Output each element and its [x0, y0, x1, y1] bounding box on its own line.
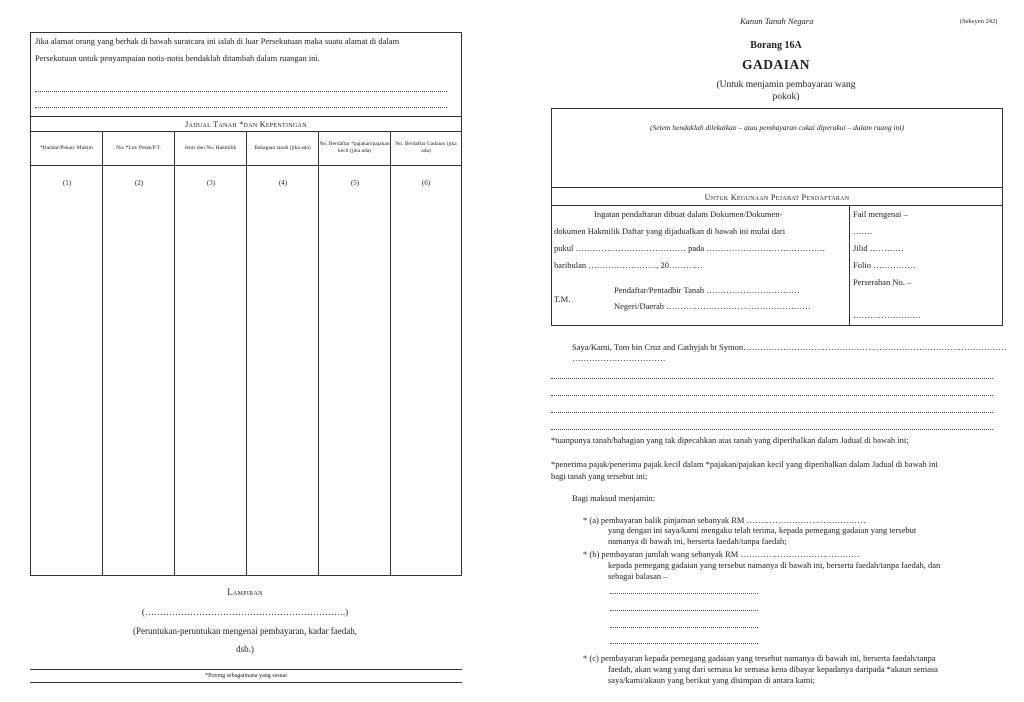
office-title: Untuk Kegunaan Pejabat Pendaftaran — [704, 193, 850, 202]
column-cell-4[interactable] — [247, 165, 319, 575]
owner-note: *tuanpunya tanah/bahagian yang tak dipecahkan atas tanah yang diperihalkan dalam Jadual di bawah ini; — [551, 435, 909, 445]
parties-line[interactable]: Saya/Kami, Tom bin Cruz and Cathyjah bt Symon………………………………………………………………………………… — [572, 342, 1007, 352]
column-header-hakmilik: Jenis dan No. Hakmilik — [175, 131, 247, 166]
jilid-field[interactable]: Jilid ………… — [853, 243, 904, 253]
column-cell-3[interactable] — [175, 165, 247, 575]
fail-label: Fail mengenai – — [853, 209, 908, 219]
fail-dots[interactable]: ……. — [853, 226, 873, 236]
registry-line-4[interactable]: haribulan ……………………, 20………… — [554, 260, 703, 270]
item-a-line-2: yang dengan ini saya/kami mengaku telah terima, kepada pemegang gadaian yang tersebut — [608, 525, 917, 535]
item-c-line-2: faedah, akan wang yang dari semasa ke semasa kena dibayar kepadanya daripada *akaun semasa — [608, 664, 938, 674]
column-cell-1[interactable] — [31, 165, 103, 575]
footnote-divider — [30, 669, 462, 670]
tm-label: T.M. — [554, 294, 571, 304]
blank-line-2[interactable] — [551, 395, 993, 396]
item-b-line-3: sebagai balasan – — [608, 571, 668, 581]
consideration-line-1[interactable] — [610, 593, 758, 594]
column-header-pajakan: No. Berdaftar *pajakan/pajakan kecil (jika ada) — [319, 131, 391, 166]
lampiran-note-2: dsb.) — [236, 644, 254, 654]
column-number-5: (5) — [350, 179, 360, 187]
consideration-line-4[interactable] — [610, 643, 758, 644]
footnote: *Potong sebagaimana yang sesuai — [205, 673, 287, 679]
header-act-name: Kanun Tanah Negara — [740, 16, 814, 26]
item-a-line-3: namanya di bawah ini, berserta faedah/tanpa faedah; — [608, 536, 787, 546]
column-header-lot: No. *Lot/ Petak/P.T. — [103, 131, 175, 166]
blank-line-1[interactable] — [551, 378, 993, 379]
item-b-line-1[interactable]: * (b) pembayaran jumlah wang sebanyak RM …………………………………… — [583, 549, 860, 559]
intro-line-2: Persekutuan untuk penyampaian notis-notis hendaklah ditambah dalam ruangan ini. — [35, 53, 320, 63]
schedule-title: Jadual Tanah *dan Kepentingan — [31, 118, 461, 132]
lessee-note-1: *penerima pajak/penerima pajak kecil dalam *pajakan/pajakan kecil yang diperihalkan dalam Jadual di bawah ini — [551, 459, 938, 469]
purpose-label: Bagi maksud menjamin: — [572, 493, 656, 503]
column-header-gadaian: No. Berdaftar Gadaian (jika ada) — [391, 131, 461, 166]
header-section: (Seksyen 242) — [960, 18, 998, 25]
blank-line-3[interactable] — [551, 412, 993, 413]
form-subtitle-1: (Untuk menjamin pembayaran wang — [716, 80, 856, 90]
folio-field[interactable]: Folio …………… — [853, 260, 916, 270]
footnote-divider-bottom — [30, 682, 462, 683]
parties-line-cont[interactable]: …………………………… — [572, 353, 666, 363]
registry-column-divider — [849, 205, 850, 325]
perserahan-dots[interactable]: …………………… — [853, 310, 921, 320]
column-cell-2[interactable] — [103, 165, 175, 575]
land-schedule-table — [30, 116, 462, 576]
office-divider — [552, 205, 1002, 206]
column-cell-6[interactable] — [391, 165, 461, 575]
form-number: Borang 16A — [750, 40, 802, 51]
form-title: GADAIAN — [741, 57, 810, 72]
perserahan-label: Perserahan No. – — [853, 277, 912, 287]
address-line-2[interactable] — [35, 107, 447, 108]
registry-line-1: Ingatan pendaftaran dibuat dalam Dokumen/Dokumen- — [594, 209, 783, 219]
column-number-1: (1) — [62, 179, 72, 187]
consideration-line-2[interactable] — [610, 610, 758, 611]
lessee-note-2: bagi tanah yang tersebut ini; — [551, 471, 648, 481]
registrar-line-1[interactable]: Pendaftar/Pentadbir Tanah …………………………… — [614, 285, 800, 295]
intro-line-1: Jika alamat orang yang berhak di bawah suratcara ini ialah di luar Persekutuan maka suatu alamat di dalam — [35, 36, 400, 46]
stamp-divider — [552, 187, 1002, 188]
column-number-4: (4) — [278, 179, 288, 187]
column-header-bandar: *Bandar/Pekan/ Mukim — [31, 131, 103, 166]
stamp-note: (Setem hendaklah dilekatkan – atau pembayaran cukai diperakui – dalam ruang ini) — [650, 123, 904, 132]
item-b-line-2: kepada pemegang gadaian yang tersebut namanya di bawah ini, berserta faedah/tanpa faedah, dan — [608, 560, 941, 570]
registrar-line-2[interactable]: Negeri/Daerah …………………………………………… — [614, 301, 811, 311]
item-c-line-3: saya/kami/akaun yang berikut yang disimpan di antara kami; — [608, 675, 816, 685]
column-number-2: (2) — [134, 179, 144, 187]
column-number-3: (3) — [206, 179, 216, 187]
registry-line-3[interactable]: pukul ………………………………… pada …………………………………… — [554, 243, 826, 253]
lampiran-note-1: (Peruntukan-peruntukan mengenai pembayaran, kadar faedah, — [133, 626, 357, 636]
lampiran-blank[interactable]: (………………………………………………………….) — [141, 607, 349, 617]
address-line-1[interactable] — [35, 91, 447, 92]
column-number-6: (6) — [421, 179, 431, 187]
form-subtitle-2: pokok) — [772, 92, 800, 102]
item-c-line-1: * (c) pembayaran kepada pemegang gadaian yang tersebut namanya di bawah ini, berserta faedah/tanpa — [583, 653, 936, 663]
registry-line-2: dokumen Hakmilik Daftar yang dijadualkan di bawah ini mulai dari — [554, 226, 786, 236]
consideration-line-3[interactable] — [610, 627, 758, 628]
column-cell-5[interactable] — [319, 165, 391, 575]
stamp-and-registry-box — [551, 108, 1003, 326]
foreign-address-box — [30, 32, 462, 117]
lampiran-title: Lampiran — [227, 587, 263, 597]
column-header-bahagian: Bahagian tanah (jika ada) — [247, 131, 319, 166]
item-a-line-1[interactable]: * (a) pembayaran balik pinjaman sebanyak RM …………………………………… — [583, 515, 866, 525]
blank-line-4[interactable] — [551, 429, 993, 430]
